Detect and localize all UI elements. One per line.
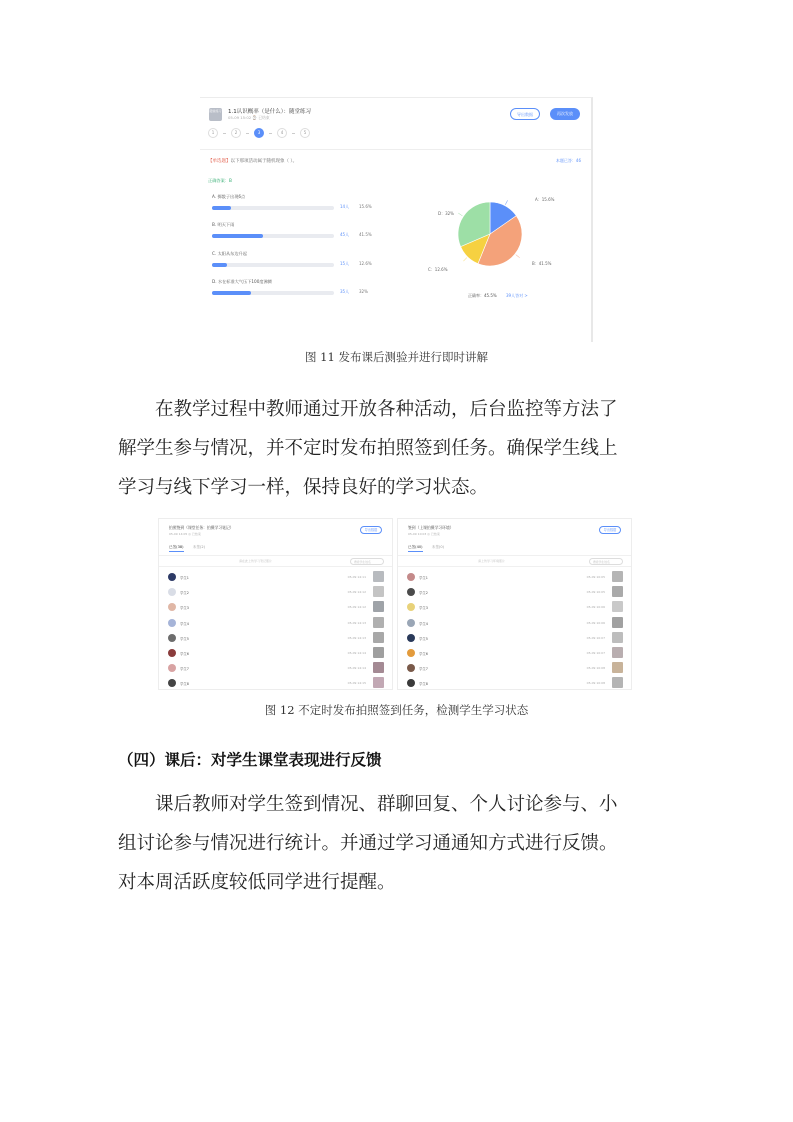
student-name: 学生6	[180, 652, 189, 656]
checkin-photo[interactable]	[373, 662, 384, 673]
option-label: D. 水在标准大气压下100度沸腾	[212, 279, 272, 284]
student-name: 学生1	[180, 576, 189, 580]
student-name: 学生7	[419, 667, 428, 672]
avatar	[168, 588, 176, 596]
tab-signed[interactable]: 已签(38)	[169, 545, 184, 552]
avatar	[168, 603, 176, 611]
paragraph-line: 对本周活跃度较低同学进行提醒。	[118, 872, 396, 893]
section-heading: （四）课后：对学生课堂表现进行反馈	[118, 751, 382, 769]
pie-label-c: C：12.6%	[428, 267, 448, 272]
student-name: 学生5	[419, 636, 428, 641]
checkin-photo[interactable]	[373, 647, 384, 658]
panel-meta: 05-09 14:05 ◎ 已结束	[169, 532, 201, 536]
filter-text: 请在此上传学习笔记照片	[239, 559, 273, 563]
student-name: 学生7	[180, 667, 189, 672]
panel-title: 签到（上课拍摄学习环境）	[408, 525, 454, 530]
option-count[interactable]: 14人	[340, 204, 350, 209]
student-row[interactable]	[159, 615, 392, 631]
checkin-time: 05-09 14:13	[347, 635, 366, 640]
avatar	[407, 679, 415, 687]
checkin-time: 05-09 14:11	[347, 575, 366, 579]
option-d	[212, 279, 382, 297]
figure-12-caption: 图 12 不定时发布拍照签到任务，检测学生学习状态	[264, 703, 529, 717]
paragraph-2	[118, 785, 678, 902]
option-bar-fill	[212, 263, 227, 267]
quiz-header	[200, 98, 591, 150]
pie-label-b: B：41.5%	[532, 261, 552, 266]
export-data-button[interactable]: 导出数据	[599, 526, 621, 534]
avatar	[168, 649, 176, 657]
question-type-tag: 【单选题】	[208, 159, 231, 164]
checkin-photo[interactable]	[373, 601, 384, 612]
tab-unsigned[interactable]: 未签(0)	[431, 545, 445, 549]
question-stem: 以下那项活动属于随机现象（ ）。	[230, 159, 298, 164]
option-bar-fill	[212, 206, 231, 210]
option-bar-track	[212, 291, 334, 295]
pie-chart-svg	[428, 188, 582, 308]
correct-count-link[interactable]: 39人答对 >	[506, 293, 528, 298]
student-name: 学生3	[180, 606, 189, 611]
student-name: 学生5	[180, 636, 189, 641]
checkin-time: 05-09 10:07	[586, 651, 605, 655]
checkin-photo[interactable]	[612, 601, 623, 612]
tab-unsigned[interactable]: 未签(2)	[192, 545, 206, 549]
answered-count-link[interactable]: 本题已答：46	[555, 158, 581, 163]
option-percent: 12.6%	[359, 261, 372, 266]
checkin-tabs	[169, 545, 205, 550]
export-data-button[interactable]: 导出数据	[360, 526, 382, 534]
student-name: 学生8	[419, 682, 428, 687]
checkin-time: 05-09 10:07	[586, 635, 605, 640]
checkin-time: 05-09 10:05	[586, 590, 605, 595]
quiz-meta: 05-09 15:02 ⌚ 已结束	[228, 115, 270, 120]
checkin-time: 05-09 14:14	[347, 666, 366, 671]
pager-divider	[223, 133, 226, 134]
checkin-photo[interactable]	[373, 677, 384, 688]
student-row[interactable]	[159, 660, 392, 676]
option-bar-track	[212, 263, 334, 267]
option-a	[212, 194, 382, 212]
checkin-time: 05-09 10:08	[586, 681, 605, 686]
search-input[interactable]: 搜索学生姓名	[589, 558, 623, 565]
checkin-photo[interactable]	[612, 662, 623, 673]
checkin-time: 05-09 10:06	[586, 620, 605, 625]
avatar	[407, 634, 415, 642]
checkin-panel-left	[158, 518, 393, 690]
student-name: 学生2	[180, 591, 189, 596]
checkin-photo[interactable]	[612, 586, 623, 597]
student-row[interactable]	[159, 645, 392, 661]
checkin-time: 05-09 10:08	[586, 666, 605, 671]
figure-11-caption: 图 11 发布课后测验并进行即时讲解	[305, 350, 488, 364]
paragraph-line: 组讨论参与情况进行统计。并通过学习通通知方式进行反馈。	[118, 833, 618, 854]
student-row[interactable]	[398, 660, 631, 676]
filter-bar	[398, 555, 631, 567]
option-percent: 15.6%	[359, 204, 372, 209]
student-row[interactable]	[159, 584, 392, 600]
page-button-2[interactable]: 2	[231, 128, 241, 138]
avatar	[168, 573, 176, 581]
student-row[interactable]	[159, 599, 392, 615]
option-percent: 32%	[359, 289, 368, 294]
checkin-photo[interactable]	[612, 647, 623, 658]
filter-bar	[159, 555, 392, 567]
filter-text: 请上传学习环境照片	[478, 559, 506, 563]
page-button-1[interactable]: 1	[208, 128, 218, 138]
avatar	[168, 619, 176, 627]
checkin-photo[interactable]	[373, 632, 384, 643]
checkin-photo[interactable]	[373, 617, 384, 628]
student-name: 学生6	[419, 652, 428, 656]
pie-leader-line	[463, 258, 466, 262]
student-row[interactable]	[398, 584, 631, 600]
checkin-time: 05-09 10:05	[586, 575, 605, 579]
option-count[interactable]: 45人	[340, 232, 350, 237]
question-text	[208, 158, 297, 164]
checkin-time: 05-09 14:13	[347, 620, 366, 625]
checkin-time: 05-09 10:06	[586, 605, 605, 610]
student-name: 学生1	[419, 576, 428, 580]
student-row[interactable]	[398, 645, 631, 661]
student-row[interactable]	[398, 599, 631, 615]
option-label: B. 明天下雨	[212, 222, 235, 227]
pager-divider	[246, 133, 249, 134]
checkin-panel-right	[397, 518, 632, 690]
pie-label-d: D：32%	[438, 211, 454, 216]
checkin-time: 05-09 14:12	[347, 590, 366, 595]
checkin-time: 05-09 14:12	[347, 605, 366, 610]
option-bar-fill	[212, 234, 263, 238]
student-name: 学生3	[419, 606, 428, 611]
option-bar-track	[212, 234, 334, 238]
search-input[interactable]: 搜索学生姓名	[350, 558, 384, 565]
option-percent: 41.5%	[359, 232, 372, 237]
pie-leader-line	[505, 200, 507, 204]
checkin-photo[interactable]	[373, 571, 384, 582]
pager-divider	[269, 133, 272, 134]
paragraph-line: 课后教师对学生签到情况、群聊回复、个人讨论参与、小	[155, 794, 618, 815]
pie-leader-line	[516, 255, 520, 258]
quiz-thumbnail: 随堂练习	[209, 108, 222, 121]
option-bar-fill	[212, 291, 251, 295]
checkin-photo[interactable]	[373, 586, 384, 597]
paragraph-line: 在教学过程中教师通过开放各种活动，后台监控等方法了	[155, 399, 618, 420]
student-name: 学生4	[419, 621, 428, 626]
paragraph-line: 学习与线下学习一样，保持良好的学习状态。	[118, 477, 489, 498]
student-row[interactable]	[159, 675, 392, 691]
option-count[interactable]: 15人	[340, 261, 350, 266]
avatar	[407, 649, 415, 657]
option-c	[212, 251, 382, 269]
quiz-title: 1.1认识概率（是什么）：随堂练习	[228, 109, 311, 115]
pager-divider	[292, 133, 295, 134]
avatar	[407, 664, 415, 672]
avatar	[407, 588, 415, 596]
export-data-button[interactable]: 导出数据	[510, 108, 540, 120]
pie-label-a: A：15.6%	[535, 197, 555, 202]
student-row[interactable]	[398, 630, 631, 646]
checkin-photo[interactable]	[612, 571, 623, 582]
paragraph-line: 解学生参与情况，并不定时发布拍照签到任务。确保学生线上	[118, 438, 618, 459]
student-row[interactable]	[398, 615, 631, 631]
figure-11-quiz-screenshot	[200, 97, 593, 342]
avatar	[407, 573, 415, 581]
avatar	[407, 619, 415, 627]
page-button-4[interactable]: 4	[277, 128, 287, 138]
option-b	[212, 222, 382, 240]
avatar	[407, 603, 415, 611]
option-label: C. 太阳从东边升起	[212, 251, 247, 256]
avatar	[168, 679, 176, 687]
tab-signed[interactable]: 已签(40)	[408, 545, 423, 552]
checkin-photo[interactable]	[612, 617, 623, 628]
student-name: 学生4	[180, 621, 189, 626]
student-row[interactable]	[398, 569, 631, 585]
option-label: A. 掷骰子出现6点	[212, 194, 246, 199]
student-name: 学生2	[419, 591, 428, 596]
page-button-5[interactable]: 5	[300, 128, 310, 138]
checkin-photo[interactable]	[612, 677, 623, 688]
avatar	[168, 634, 176, 642]
pie-leader-line	[458, 213, 462, 216]
student-row[interactable]	[159, 630, 392, 646]
correct-answer-label: 正确答案：B	[208, 178, 232, 183]
student-row[interactable]	[398, 675, 631, 691]
checkin-photo[interactable]	[612, 632, 623, 643]
page-button-3[interactable]: 3	[254, 128, 264, 138]
panel-meta: 05-09 10:03 ◎ 已结束	[408, 532, 440, 536]
paragraph-1	[118, 390, 678, 507]
correct-rate: 正确率：45.5%	[468, 293, 497, 298]
question-pager	[208, 128, 315, 138]
checkin-time: 05-09 14:14	[347, 651, 366, 655]
checkin-time: 05-09 14:15	[347, 681, 366, 686]
checkin-tabs	[408, 545, 444, 550]
panel-title: 拍照签到（课堂任务：拍摄学习笔记）	[169, 525, 234, 530]
option-count[interactable]: 35人	[340, 289, 350, 294]
student-row[interactable]	[159, 569, 392, 585]
option-bar-track	[212, 206, 334, 210]
republish-button[interactable]: 再次发放	[550, 108, 580, 120]
student-name: 学生8	[180, 682, 189, 687]
avatar	[168, 664, 176, 672]
answer-pie-chart	[428, 188, 582, 308]
